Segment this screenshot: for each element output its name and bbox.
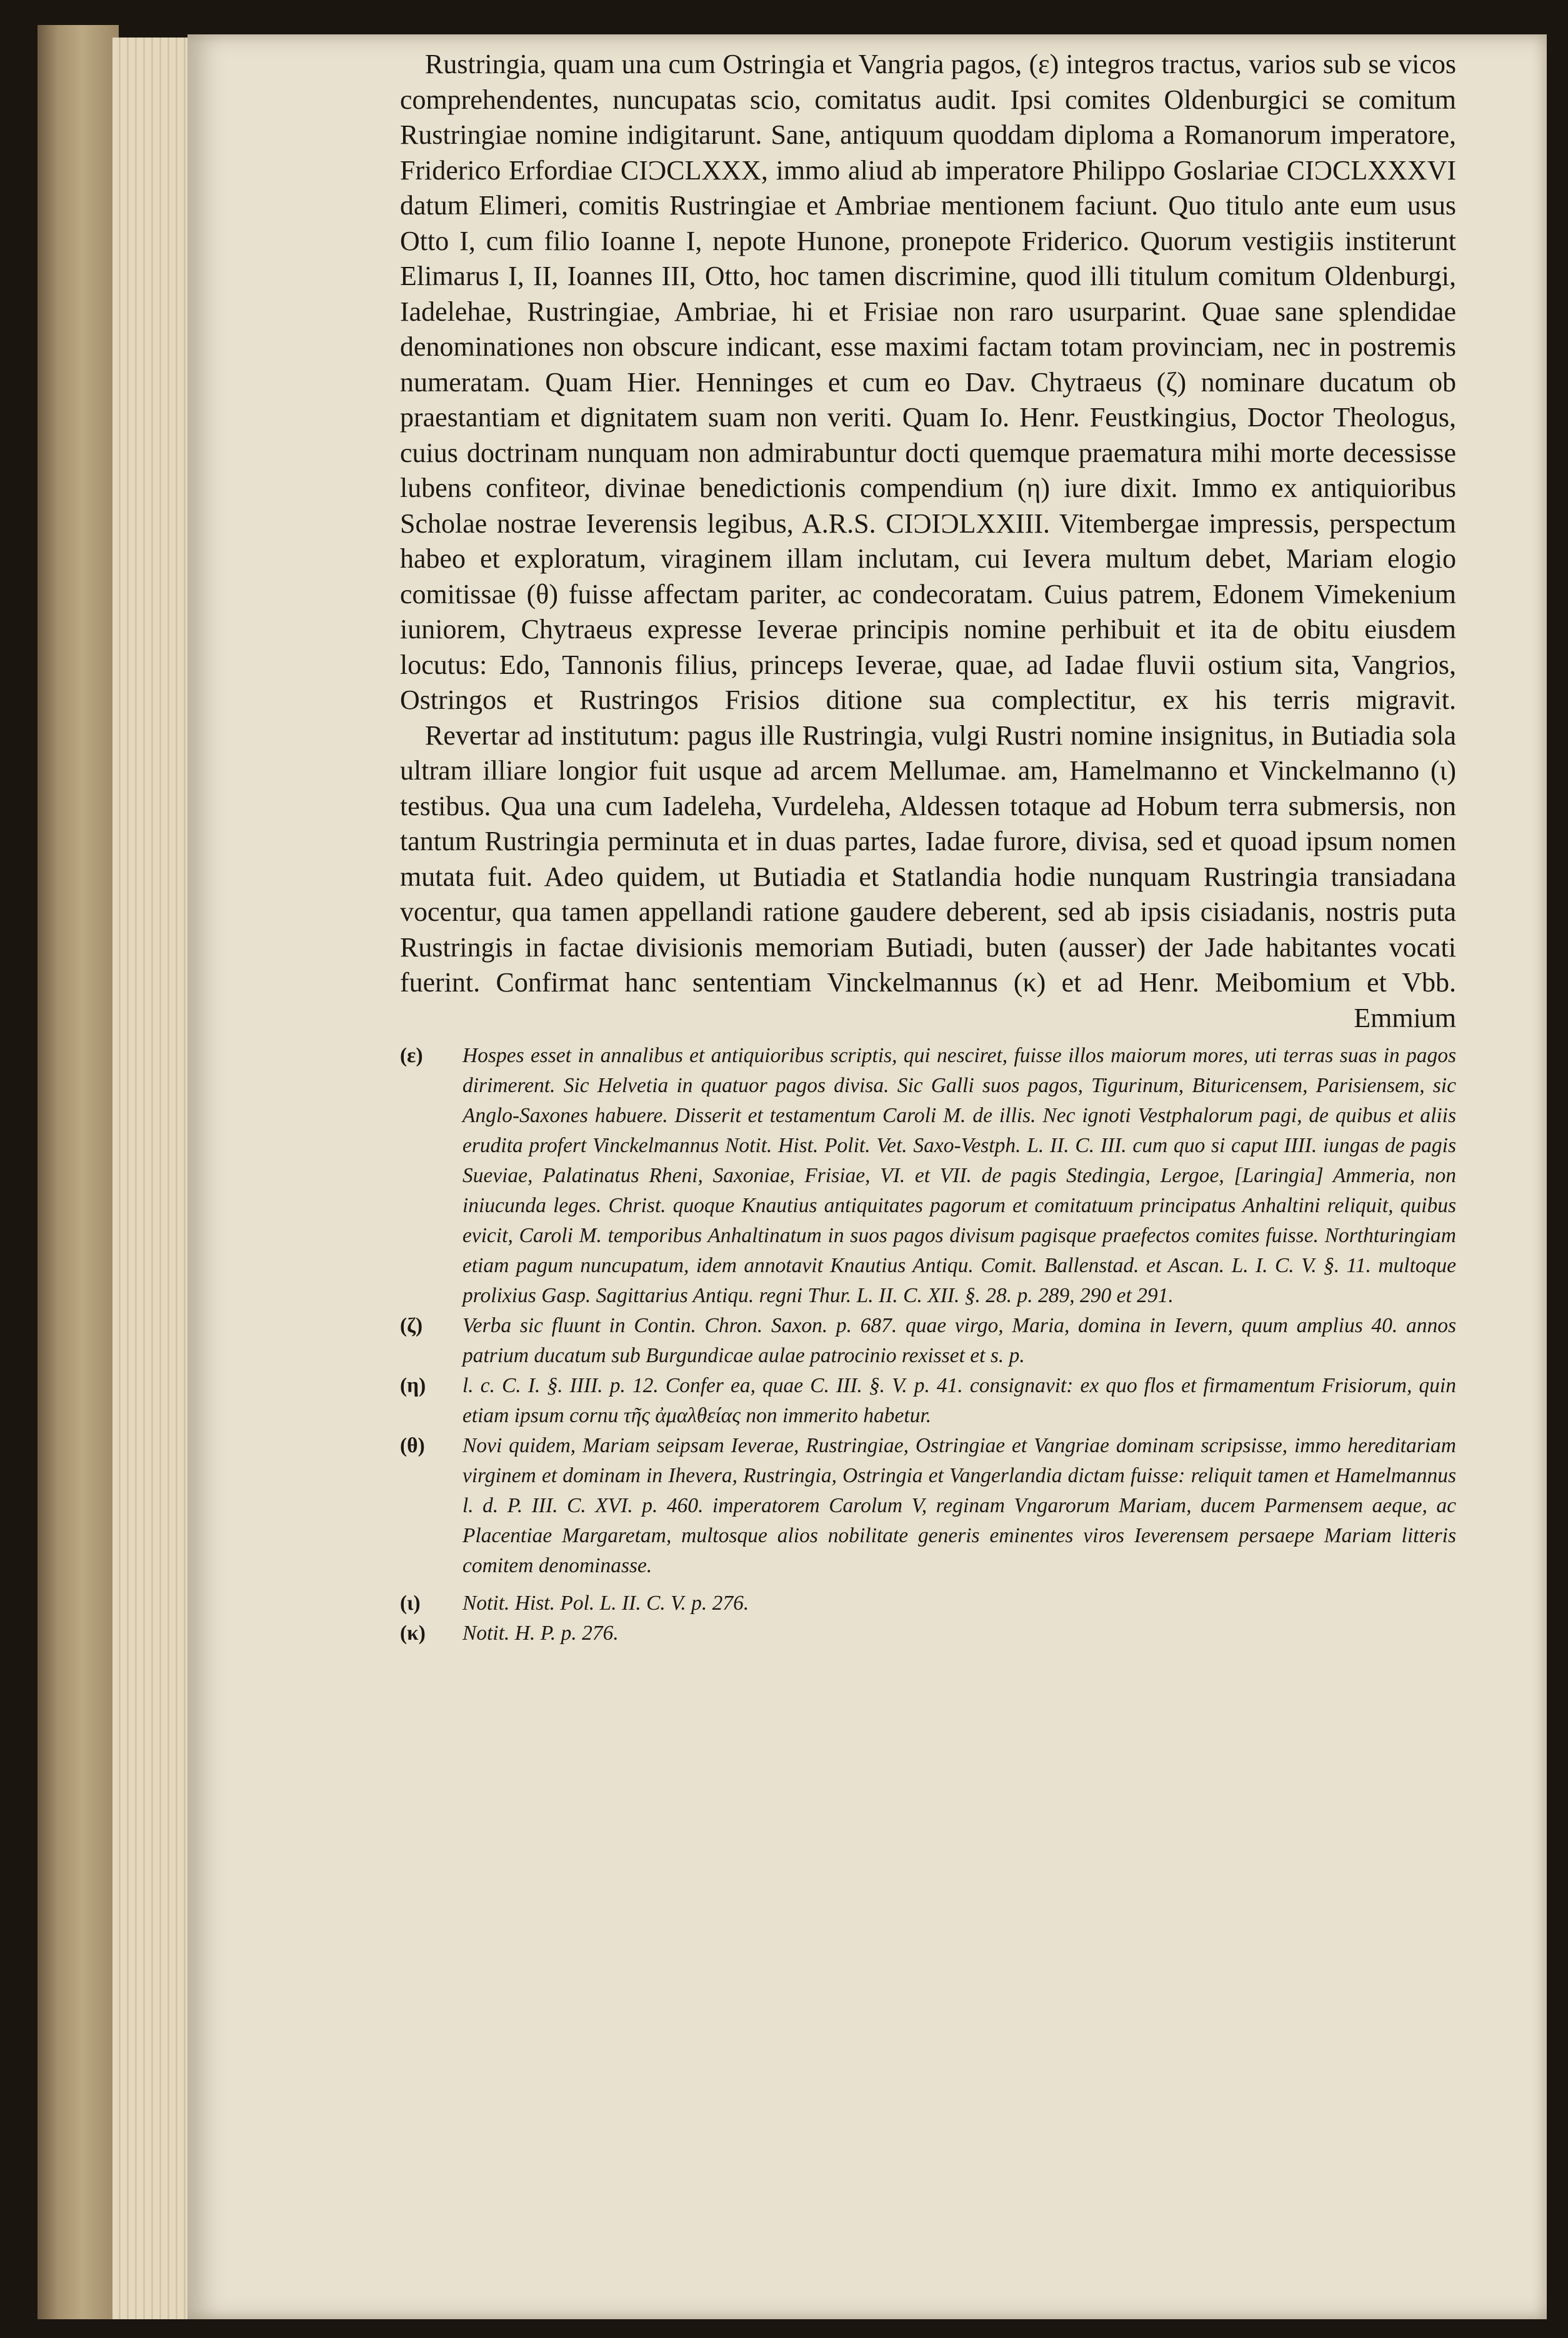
page-content xyxy=(400,47,1456,1648)
footnote-text: l. c. C. I. §. IIII. p. 12. Confer ea, quae C. III. §. V. p. 41. consignavit: ex quo flos et firmamentum Frisiorum, quin etiam ipsum cornu τῆς ἀμαλθείας non immerito habetur. xyxy=(462,1373,1456,1427)
footnote-text: Verba sic fluunt in Contin. Chron. Saxon. p. 687. quae virgo, Maria, domina in Ievern, quum amplius 40. annos patrium ducatum sub Burgundicae aulae patrocinio rexisset et s. p. xyxy=(462,1313,1456,1367)
main-text xyxy=(400,47,1456,1036)
footnote-mark: (ζ) xyxy=(400,1313,423,1337)
footnote-text: Notit. H. P. p. 276. xyxy=(462,1621,619,1645)
footnote xyxy=(400,1618,1456,1648)
footnote xyxy=(400,1371,1456,1431)
main-paragraph-1: Rustringia, quam una cum Ostringia et Vangria pagos, (ε) integros tractus, varios sub se vicos comprehendentes, nuncupatas scio, comitatus audit. Ipsi comites Oldenburgici se comitum Rustringiae nomine indigitarunt. Sane, antiquum quoddam diploma a Romanorum imperatore, Friderico Erfordiae CIƆCLXXX, immo aliud ab imperatore Philippo Goslariae CIƆCLXXXVI datum Elimeri, comitis Rustringiae et Ambriae mentionem faciunt. Quo titulo ante eum usus Otto I, cum filio Ioanne I, nepote Hunone, pronepote Friderico. Quorum vestigiis institerunt Elimarus I, II, Ioannes III, Otto, hoc tamen discrimine, quod illi titulum comitum Oldenburgi, Iadelehae, Rustringiae, Ambriae, hi et Frisiae non raro usurparint. Quae sane splendidae denominationes non obscure indicant, esse maximi factam totam provinciam, nec in postremis numeratam. Quam Hier. Henninges et cum eo Dav. Chytraeus (ζ) nominare ducatum ob praestantiam et dignitatem suam non veriti. Quam Io. Henr. Feustkingius, Doctor Theologus, cuius doctrinam nunquam non admirabuntur docti quemque praematura mihi morte decessisse lubens confiteor, divinae benedictionis compendium (η) iure dixit. Immo ex antiquioribus Scholae nostrae Ieverensis legibus, A.R.S. CIƆIƆLXXIII. Vitembergae impressis, perspectum habeo et exploratum, viraginem illam inclutam, cui Ievera multum debet, Mariam elogio comitissae (θ) fuisse affectam pariter, ac condecoratam. Cuius patrem, Edonem Vimekenium iuniorem, Chytraeus expresse Ieverae principis nomine perhibuit et ita de obitu eiusdem locutus: Edo, Tannonis filius, princeps Ieverae, quae, ad Iadae fluvii ostium sita, Vangrios, Ostringos et Rustringos Frisios ditione sua complectitur, ex his terris migravit. xyxy=(400,49,1456,715)
footnote-text: Novi quidem, Mariam seipsam Ieverae, Rustringiae, Ostringiae et Vangriae dominam scripsisse, immo hereditariam virginem et dominam in Ihevera, Rustringia, Ostringia et Vangerlandia dictam fuisse: reliquit tamen et Hamelmannus l. d. P. III. C. XVI. p. 460. imperatorem Carolum V, reginam Vngarorum Mariam, ducem Parmensem aeque, ac Placentiae Margaretam, multosque alios nobilitate generis eminentes viros Ieverensem persaepe Mariam litteris comitem denominasse. xyxy=(462,1433,1456,1577)
footnote-mark: (ε) xyxy=(400,1043,423,1067)
catchword: Emmium xyxy=(1354,1002,1456,1033)
footnote xyxy=(400,1588,1456,1618)
footnote-text: Hospes esset in annalibus et antiquioribus scriptis, qui nesciret, fuisse illos maiorum mores, uti terras suas in pagos dirimerent. Sic Helvetia in quatuor pagos divisa. Sic Galli suos pagos, Tigurinum, Bituricensem, Parisiensem, sic Anglo-Saxones habuere. Disserit et testamentum Caroli M. de illis. Nec ignoti Vestphalorum pagi, de quibus et aliis erudita profert Vinckelmannus Notit. Hist. Polit. Vet. Saxo-Vestph. L. II. C. III. cum quo si caput IIII. iungas de pagis Sueviae, Palatinatus Rheni, Saxoniae, Frisiae, VI. et VII. de pagis Stedingia, Lergoe, [Laringia] Ammeria, non iniucunda leges. Christ. quoque Knautius antiquitates pagorum et comitatuum principatus Anhaltini reliquit, quibus evicit, Caroli M. temporibus Anhaltinatum in suos pagos divisum pagisque praefectos comites fuisse. Northturingiam etiam pagum nuncupatum, idem annotavit Knautius Antiqu. Comit. Ballenstad. et Ascan. L. I. C. V. §. 11. multoque prolixius Gasp. Sagittarius Antiqu. regni Thur. L. II. C. XII. §. 28. p. 289, 290 et 291. xyxy=(462,1043,1456,1307)
footnotes xyxy=(400,1041,1456,1648)
footnote xyxy=(400,1311,1456,1371)
footnote xyxy=(400,1431,1456,1581)
book-spine xyxy=(37,25,119,2319)
footnote-mark: (ι) xyxy=(400,1591,421,1615)
footnote xyxy=(400,1041,1456,1311)
footnote-mark: (η) xyxy=(400,1373,426,1397)
footnote-text: Notit. Hist. Pol. L. II. C. V. p. 276. xyxy=(462,1591,749,1615)
main-paragraph-2: Revertar ad institutum: pagus ille Rustringia, vulgi Rustri nomine insignitus, in Butiadia sola ultram illiare longior fuit usque ad arcem Mellumae. am, Hamelmanno et Vinckelmanno (ι) testibus. Qua una cum Iadeleha, Vurdeleha, Aldessen totaque ad Hobum terra submersis, non tantum Rustringia perminuta et in duas partes, Iadae furore, divisa, sed et quoad ipsum nomen mutata fuit. Adeo quidem, ut Butiadia et Statlandia hodie nunquam Rustringia transiadana vocentur, qua tamen appellandi ratione gaudere deberent, sed ab ipsis cisiadanis, nostris puta Rustringis in factae divisionis memoriam Butiadi, buten (ausser) der Jade habitantes vocati fuerint. Confirmat hanc sententiam Vinckelmannus (κ) et ad Henr. Meibomium et Vbb. xyxy=(400,720,1456,998)
footnote-mark: (κ) xyxy=(400,1621,426,1645)
footnote-mark: (θ) xyxy=(400,1433,425,1457)
